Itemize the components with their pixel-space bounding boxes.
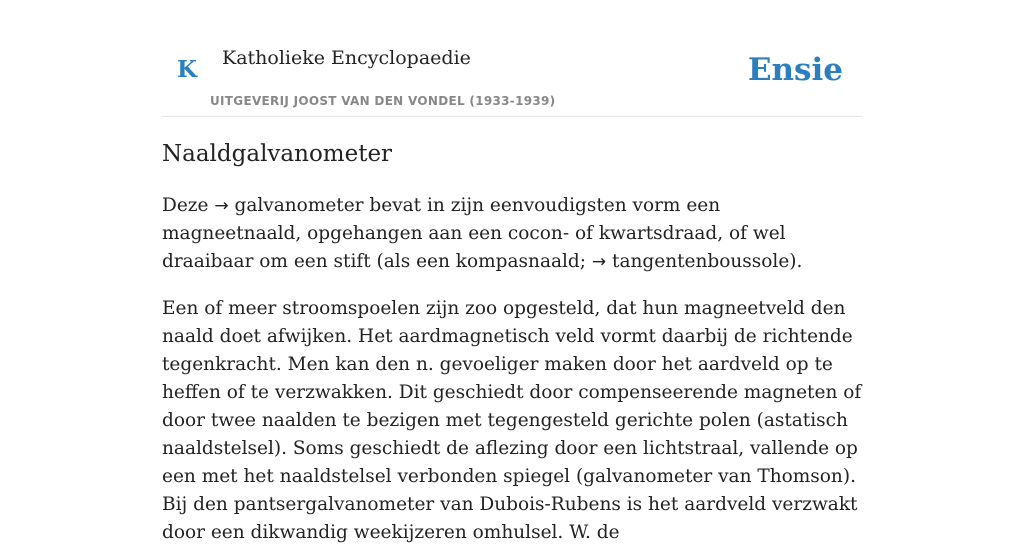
article <box>162 136 862 547</box>
article-title: Naaldgalvanometer <box>162 141 393 167</box>
publication-title[interactable]: Katholieke Encyclopaedie <box>222 47 471 69</box>
site-header <box>162 0 862 117</box>
article-paragraph-2: Een of meer stroomspoelen zijn zoo opgesteld, dat hun magneetveld den naald doet afwijken. Het aardmagnetisch veld vormt daarbij de richtende tegenkracht. Men kan den n. gevoeliger maken door het aardveld op te heffen of te verzwakken. Dit geschiedt door compenseerende magneten of door twee naalden te bezigen met tegengesteld gerichte polen (astatisch naaldstelsel). Soms geschiedt de aflezing door een lichtstraal, vallende op een met het naaldstelsel verbonden spiegel (galvanometer van Thomson). Bij den pantsergalvanometer van Dubois-Rubens is het aardveld verzwakt door een dikwandig weekijzeren omhulsel. W. de <box>162 298 862 543</box>
arrow-right-icon: → <box>591 252 607 272</box>
tangentenboussole-link[interactable] <box>592 251 789 272</box>
arrow-right-icon: → <box>214 196 229 216</box>
paragraph-text: Deze <box>162 195 215 216</box>
tangentenboussole-link-label: tangentenboussole <box>606 251 790 272</box>
ensie-logo[interactable]: Ensie <box>747 52 843 88</box>
galvanometer-link[interactable] <box>214 195 363 216</box>
publication-subtitle: UITGEVERIJ JOOST VAN DEN VONDEL (1933-1939) <box>210 94 556 108</box>
paragraph-text: bevat in zijn eenvoudigsten vorm een magneetnaald, opgehangen aan een cocon- of kwartsdraad, of wel draaibaar om een stift (als een kompasnaald; <box>162 195 786 272</box>
paragraph-text: ). <box>789 251 803 272</box>
article-paragraph-1 <box>162 192 862 276</box>
galvanometer-link-label: galvanometer <box>228 195 364 216</box>
publication-logo[interactable]: K <box>177 56 197 83</box>
